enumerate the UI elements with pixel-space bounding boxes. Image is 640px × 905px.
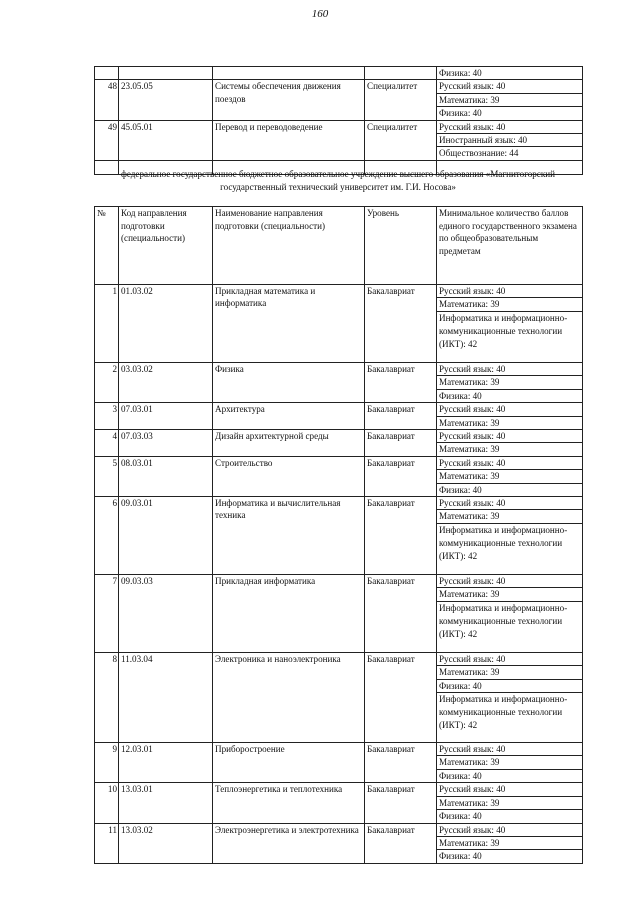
table-row [95,783,583,823]
exam-score: Математика: 39 [439,444,500,455]
row-level: Специалитет [365,80,437,120]
row-level: Бакалавриат [365,823,437,863]
row-name: Электроэнергетика и электротехника [213,823,365,863]
exam-score: Математика: 39 [437,298,582,311]
exam-score: Математика: 39 [437,510,582,523]
row-level: Бакалавриат [365,575,437,653]
table-row [95,575,583,653]
table-row [95,456,583,496]
exam-score: Физика: 40 [439,68,482,78]
row-number: 1 [95,285,119,363]
row-level: Бакалавриат [365,403,437,430]
exam-score: Математика: 39 [437,797,582,810]
row-number [95,67,119,80]
row-number: 10 [95,783,119,823]
exam-score: Математика: 39 [437,588,582,601]
header-min-score: Минимальное количество баллов единого государственного экзамена по общеобразовательным предметам [437,207,583,285]
row-number: 7 [95,575,119,653]
exam-score: Русский язык: 40 [437,403,582,416]
row-exams [437,783,583,823]
exam-score: Информатика и информационно-коммуникационные технологии (ИКТ): 42 [439,312,568,349]
row-code: 07.03.03 [119,430,213,457]
row-level: Бакалавриат [365,430,437,457]
row-level: Бакалавриат [365,497,437,575]
table-row [95,823,583,863]
exam-score: Физика: 40 [439,851,482,862]
row-name: Информатика и вычислительная техника [213,497,365,575]
row-number: 5 [95,456,119,496]
row-exams [437,497,583,575]
row-name: Дизайн архитектурной среды [213,430,365,457]
exam-score: Русский язык: 40 [437,457,582,470]
table-row [95,497,583,575]
row-exams [437,653,583,743]
row-number: 8 [95,653,119,743]
row-name [213,67,365,80]
row-name: Архитектура [213,403,365,430]
row-code: 03.03.02 [119,363,213,403]
row-name: Физика [213,363,365,403]
exam-score: Математика: 39 [437,470,582,483]
exam-score: Русский язык: 40 [437,824,582,837]
exam-score: Русский язык: 40 [437,497,582,510]
table-row [95,363,583,403]
exam-score: Математика: 39 [437,666,582,679]
exam-score: Информатика и информационно-коммуникационные технологии (ИКТ): 42 [439,524,568,561]
row-name: Перевод и переводоведение [213,120,365,160]
row-code: 12.03.01 [119,743,213,783]
row-exams [437,575,583,653]
table-row [95,743,583,783]
row-code: 13.03.02 [119,823,213,863]
row-level: Специалитет [365,120,437,160]
row-exams [437,456,583,496]
row-exams [437,285,583,363]
row-code: 23.05.05 [119,80,213,120]
continuation-table [94,66,583,175]
row-code: 07.03.01 [119,403,213,430]
exam-score: Физика: 40 [439,390,482,401]
page-number: 160 [311,8,329,20]
row-code: 13.03.01 [119,783,213,823]
exam-score: Русский язык: 40 [437,575,582,588]
row-level: Бакалавриат [365,456,437,496]
row-number: 49 [95,120,119,160]
row-code [119,67,213,80]
row-level: Бакалавриат [365,285,437,363]
header-level: Уровень [365,207,437,285]
exam-score: Информатика и информационно-коммуникационные технологии (ИКТ): 42 [439,602,568,639]
table-row [95,285,583,363]
row-exams [437,363,583,403]
row-name: Системы обеспечения движения поездов [213,80,365,120]
row-code: 09.03.03 [119,575,213,653]
row-exams [437,743,583,783]
exam-score: Физика: 40 [439,770,482,781]
organization-title: федеральное государственное бюджетное образовательное учреждение высшего образования «Магнитогорский государственный технический университет им. Г.И. Носова» [120,169,555,192]
exam-score: Физика: 40 [439,811,482,822]
exam-score: Информатика и информационно-коммуникационные технологии (ИКТ): 42 [439,694,568,731]
header-num: № [95,207,119,285]
row-code: 45.05.01 [119,120,213,160]
table-row [95,80,583,120]
exam-score: Иностранный язык: 40 [437,134,582,147]
exam-score: Русский язык: 40 [437,121,582,134]
exam-score: Физика: 40 [437,680,582,693]
row-level: Бакалавриат [365,363,437,403]
exam-score: Физика: 40 [439,108,482,119]
exam-score: Математика: 39 [437,756,582,769]
table-row [95,403,583,430]
exam-score: Математика: 39 [437,837,582,850]
row-level [365,67,437,80]
table-row [95,653,583,743]
row-exams [437,823,583,863]
row-code: 09.03.01 [119,497,213,575]
exam-score: Русский язык: 40 [437,653,582,666]
table-row [95,67,583,80]
exam-score: Математика: 39 [437,94,582,107]
row-level: Бакалавриат [365,653,437,743]
row-code: 11.03.04 [119,653,213,743]
row-number: 11 [95,823,119,863]
row-number: 3 [95,403,119,430]
header-code: Код направления подготовки (специальности) [119,207,213,285]
row-name: Теплоэнергетика и теплотехника [213,783,365,823]
row-number: 9 [95,743,119,783]
row-name: Электроника и наноэлектроника [213,653,365,743]
row-exams [437,67,583,80]
row-level: Бакалавриат [365,783,437,823]
exam-score: Русский язык: 40 [437,743,582,756]
admission-table [94,206,583,864]
row-name: Прикладная математика и информатика [213,285,365,363]
row-exams [437,430,583,457]
header-name: Наименование направления подготовки (специальности) [213,207,365,285]
row-code: 08.03.01 [119,456,213,496]
row-code: 01.03.02 [119,285,213,363]
exam-score: Русский язык: 40 [437,285,582,298]
table-header-row [95,207,583,285]
table-row [95,120,583,160]
exam-score: Русский язык: 40 [437,430,582,443]
row-level: Бакалавриат [365,743,437,783]
table-row [95,430,583,457]
exam-score: Русский язык: 40 [437,783,582,796]
exam-score: Русский язык: 40 [437,80,582,93]
row-exams [437,120,583,160]
exam-score: Математика: 39 [437,376,582,389]
row-number: 4 [95,430,119,457]
row-name: Прикладная информатика [213,575,365,653]
row-number: 2 [95,363,119,403]
row-number: 6 [95,497,119,575]
row-name: Приборостроение [213,743,365,783]
exam-score: Математика: 39 [439,417,500,428]
exam-score: Физика: 40 [439,484,482,495]
row-exams [437,80,583,120]
row-number: 48 [95,80,119,120]
exam-score: Русский язык: 40 [437,363,582,376]
exam-score: Обществознание: 44 [439,148,519,159]
row-exams [437,403,583,430]
row-name: Строительство [213,456,365,496]
